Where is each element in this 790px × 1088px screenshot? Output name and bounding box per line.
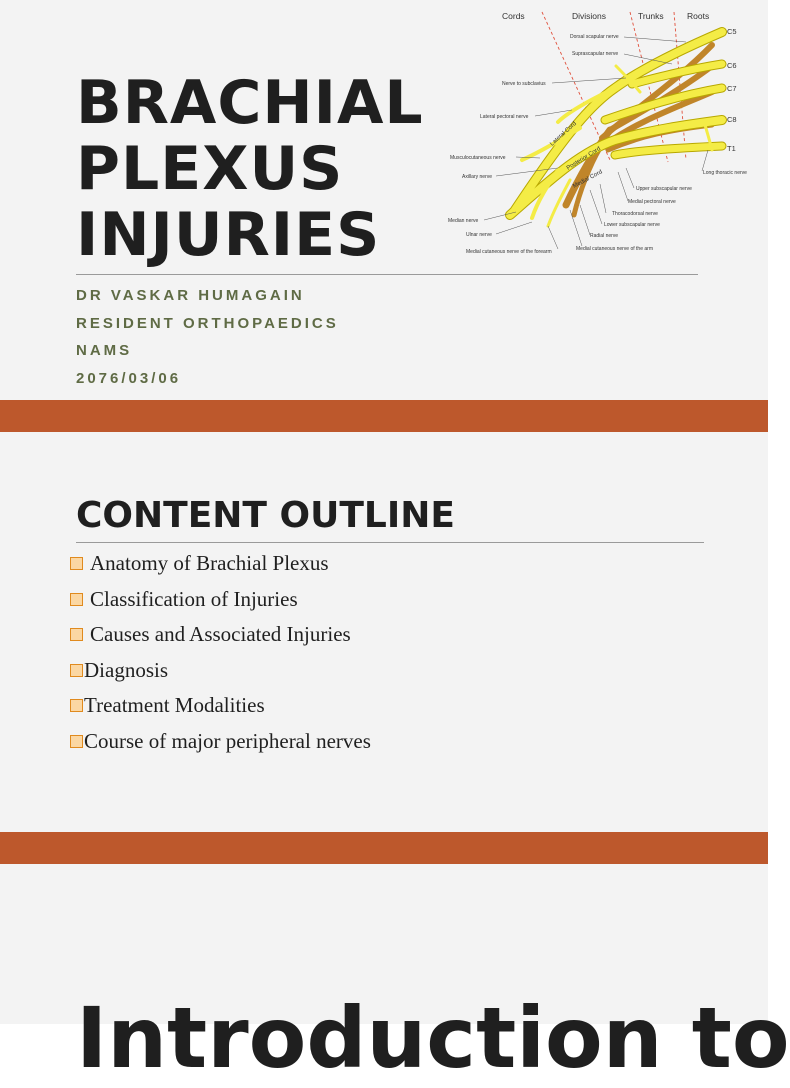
nerve-label: Suprascapular nerve: [572, 51, 619, 57]
main-title: [76, 70, 424, 268]
presenter-name: DR VASKAR HUMAGAIN: [76, 287, 305, 304]
outline-item-text: Classification of Injuries: [90, 586, 298, 611]
header-divisions: Divisions: [572, 11, 607, 21]
nerve-label: Ulnar nerve: [466, 232, 492, 238]
outline-slide: [0, 432, 768, 832]
brachial-plexus-diagram: [440, 0, 768, 270]
nerve-label: Lateral pectoral nerve: [480, 114, 529, 120]
title-line: INJURIES: [76, 200, 381, 270]
nerve-label: Dorsal scapular nerve: [570, 34, 619, 40]
outline-item: [70, 688, 371, 724]
outline-item-text: Anatomy of Brachial Plexus: [90, 551, 329, 575]
outline-item: [70, 582, 371, 618]
root-c7: C7: [727, 84, 737, 93]
checkbox-bullet-icon: [70, 557, 83, 570]
nerve-label: Musculocutaneous nerve: [450, 155, 506, 161]
nerve-label: Medial cutaneous nerve of the forearm: [466, 249, 552, 255]
nerve-label: Axillary nerve: [462, 174, 493, 180]
nerve-label: Nerve to subclavius: [502, 81, 546, 87]
checkbox-bullet-icon: [70, 664, 83, 677]
checkbox-bullet-icon: [70, 699, 83, 712]
outline-item: [70, 653, 371, 689]
header-roots: Roots: [687, 11, 710, 21]
header-trunks: Trunks: [638, 11, 664, 21]
nerve-label: Lower subscapular nerve: [604, 222, 660, 228]
outline-item: [70, 546, 371, 582]
cord-label-medial: Medial Cord: [572, 169, 604, 190]
outline-item-text: Diagnosis: [84, 657, 168, 682]
title-slide: [0, 0, 768, 400]
outline-title: CONTENT OUTLINE: [76, 495, 455, 536]
checkbox-bullet-icon: [70, 735, 83, 748]
root-c6: C6: [727, 61, 737, 70]
outline-item: [70, 617, 371, 653]
title-line: BRACHIAL: [76, 68, 424, 138]
nerve-label: Long thoracic nerve: [703, 170, 747, 176]
presenter-info: [76, 282, 339, 392]
nerve-label: Medial cutaneous nerve of the arm: [576, 246, 653, 252]
presenter-institution: NAMS: [76, 342, 133, 359]
header-cords: Cords: [502, 11, 525, 21]
presentation-date: 2076/03/06: [76, 369, 182, 387]
nerve-label: Medial pectoral nerve: [628, 199, 676, 205]
nerve-label: Median nerve: [448, 218, 479, 224]
checkbox-bullet-icon: [70, 628, 83, 641]
outline-item-text: Treatment Modalities: [84, 693, 265, 717]
root-t1: T1: [727, 144, 736, 153]
cord-label-posterior: Posterior Cord: [565, 146, 602, 172]
outline-divider: [76, 542, 704, 543]
nerve-label: Thoracodorsal nerve: [612, 211, 658, 217]
nerve-label: Upper subscapular nerve: [636, 186, 692, 192]
root-c5: C5: [727, 27, 737, 36]
outline-item-text: Causes and Associated Injuries: [90, 622, 351, 646]
introduction-slide: [0, 864, 790, 1087]
title-line: PLEXUS: [76, 134, 344, 204]
outline-list: [70, 546, 371, 759]
outline-item: [70, 724, 371, 760]
outline-item-text: Course of major peripheral nerves: [84, 728, 371, 753]
root-c8: C8: [727, 115, 737, 124]
checkbox-bullet-icon: [70, 593, 83, 606]
slide-divider-band: [0, 832, 768, 864]
introduction-title: Introduction to: [76, 989, 790, 1087]
presenter-position: RESIDENT ORTHOPAEDICS: [76, 314, 339, 332]
nerve-label: Radial nerve: [590, 233, 619, 239]
title-divider: [76, 274, 698, 275]
slide-divider-band: [0, 400, 768, 432]
cord-label-lateral: Lateral Cord: [549, 120, 578, 148]
